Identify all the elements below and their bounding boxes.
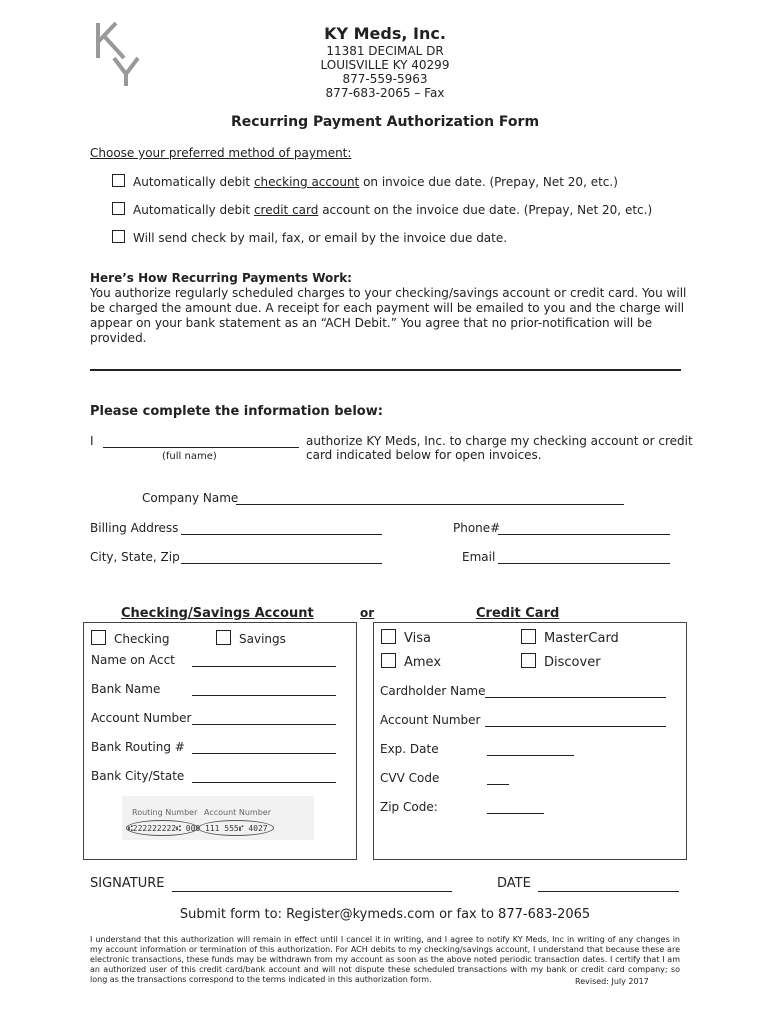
cc-account-number-label: Account Number	[380, 713, 481, 727]
phone-field[interactable]	[498, 521, 670, 535]
submit-instructions: Submit form to: Register@kymeds.com or fax to 877-683-2065	[179, 907, 591, 922]
discover-option[interactable]: Discover	[521, 653, 601, 670]
email-label: Email	[462, 550, 496, 564]
exp-date-label: Exp. Date	[380, 742, 439, 756]
company-logo	[92, 18, 152, 88]
phone-line: 877-559-5963	[342, 72, 428, 86]
i-label: I	[90, 434, 94, 448]
revised-date: Revised: July 2017	[575, 977, 649, 986]
method-option-checking[interactable]: Automatically debit checking account on invoice due date. (Prepay, Net 20, etc.)	[112, 174, 618, 189]
checkbox-icon[interactable]	[112, 202, 125, 215]
fax-line: 877-683-2065 – Fax	[325, 86, 445, 100]
address-line-1: 11381 DECIMAL DR	[326, 44, 444, 58]
auth-line-1: authorize KY Meds, Inc. to charge my checking account or credit	[306, 434, 693, 448]
zip-label: Zip Code:	[380, 800, 438, 814]
account-number-field[interactable]	[192, 711, 336, 725]
checking-option[interactable]: Checking	[91, 630, 169, 646]
bank-name-label: Bank Name	[91, 682, 161, 696]
bank-name-field[interactable]	[192, 682, 336, 696]
checking-heading: Checking/Savings Account	[121, 606, 314, 621]
billing-address-field[interactable]	[181, 521, 382, 535]
bank-city-state-field[interactable]	[192, 769, 336, 783]
checkbox-icon[interactable]	[216, 630, 231, 645]
city-state-zip-label: City, State, Zip	[90, 550, 180, 564]
cardholder-label: Cardholder Name	[380, 684, 486, 698]
info-heading: Please complete the information below:	[90, 404, 383, 419]
mastercard-option[interactable]: MasterCard	[521, 629, 619, 646]
form-title: Recurring Payment Authorization Form	[230, 114, 540, 130]
company-name-field[interactable]	[236, 491, 624, 505]
zip-field[interactable]	[487, 800, 544, 814]
checkbox-icon[interactable]	[112, 174, 125, 187]
how-heading: Here’s How Recurring Payments Work:	[90, 271, 352, 285]
amex-option[interactable]: Amex	[381, 653, 441, 670]
bank-routing-label: Bank Routing #	[91, 740, 185, 754]
signature-label: SIGNATURE	[90, 876, 165, 891]
method-option-credit[interactable]: Automatically debit credit card account on the invoice due date. (Prepay, Net 20, etc.)	[112, 202, 652, 217]
exp-date-field[interactable]	[487, 742, 574, 756]
account-number-label: Account Number	[91, 711, 192, 725]
bank-city-state-label: Bank City/State	[91, 769, 185, 783]
signature-field[interactable]	[172, 876, 452, 892]
how-body: You authorize regularly scheduled charges to your checking/savings account or credit card. You will be charged the amount due. A receipt for each payment will be emailed to you and the charge will appear on your bank statement as an “ACH Debit.” You agree that no prior-notification will be provided.	[90, 286, 687, 345]
name-on-acct-field[interactable]	[192, 653, 336, 667]
credit-heading: Credit Card	[476, 606, 560, 621]
checkbox-icon[interactable]	[91, 630, 106, 645]
cc-account-number-field[interactable]	[485, 713, 666, 727]
method-prompt: Choose your preferred method of payment:	[90, 146, 352, 160]
date-label: DATE	[497, 876, 531, 891]
date-field[interactable]	[538, 876, 679, 892]
divider	[90, 369, 681, 371]
address-line-2: LOUISVILLE KY 40299	[320, 58, 450, 72]
email-field[interactable]	[498, 550, 670, 564]
cvv-label: CVV Code	[380, 771, 440, 785]
savings-option[interactable]: Savings	[216, 630, 286, 646]
checkbox-icon[interactable]	[381, 629, 396, 644]
checkbox-icon[interactable]	[112, 230, 125, 243]
full-name-hint: (full name)	[162, 451, 217, 462]
city-state-zip-field[interactable]	[181, 550, 382, 564]
footer-text: I understand that this authorization will remain in effect until I cancel it in writing, and I agree to notify KY Meds, Inc in writing of any changes in my account information or termination of this authorization. For ACH debits to my checking/savings account, I understand that because these are electronic transactions, these funds may be withdrawn from my account as soon as the above noted periodic transaction dates. I certify that I am an authorized user of this credit card/bank account and will not dispute these scheduled transactions with my bank or credit card company; so long as the transactions correspond to the terms indicated in this authorization form.	[90, 935, 680, 984]
checkbox-icon[interactable]	[381, 653, 396, 668]
checkbox-icon[interactable]	[521, 653, 536, 668]
company-name-label: Company Name	[142, 491, 239, 505]
bank-routing-field[interactable]	[192, 740, 336, 754]
cardholder-field[interactable]	[485, 684, 666, 698]
method-option-check[interactable]: Will send check by mail, fax, or email by the invoice due date.	[112, 230, 507, 245]
phone-label: Phone#	[453, 521, 501, 535]
company-name: KY Meds, Inc.	[324, 24, 446, 43]
auth-line-2: card indicated below for open invoices.	[306, 448, 542, 462]
or-label: or	[360, 606, 375, 620]
full-name-field[interactable]	[103, 434, 299, 448]
billing-address-label: Billing Address	[90, 521, 179, 535]
visa-option[interactable]: Visa	[381, 629, 431, 646]
cvv-field[interactable]	[487, 771, 509, 785]
checkbox-icon[interactable]	[521, 629, 536, 644]
name-on-acct-label: Name on Acct	[91, 653, 175, 667]
check-sample-image: Routing Number Account Number ⑆222222222⑆ 000 111 555⑈ 4027	[122, 796, 314, 840]
